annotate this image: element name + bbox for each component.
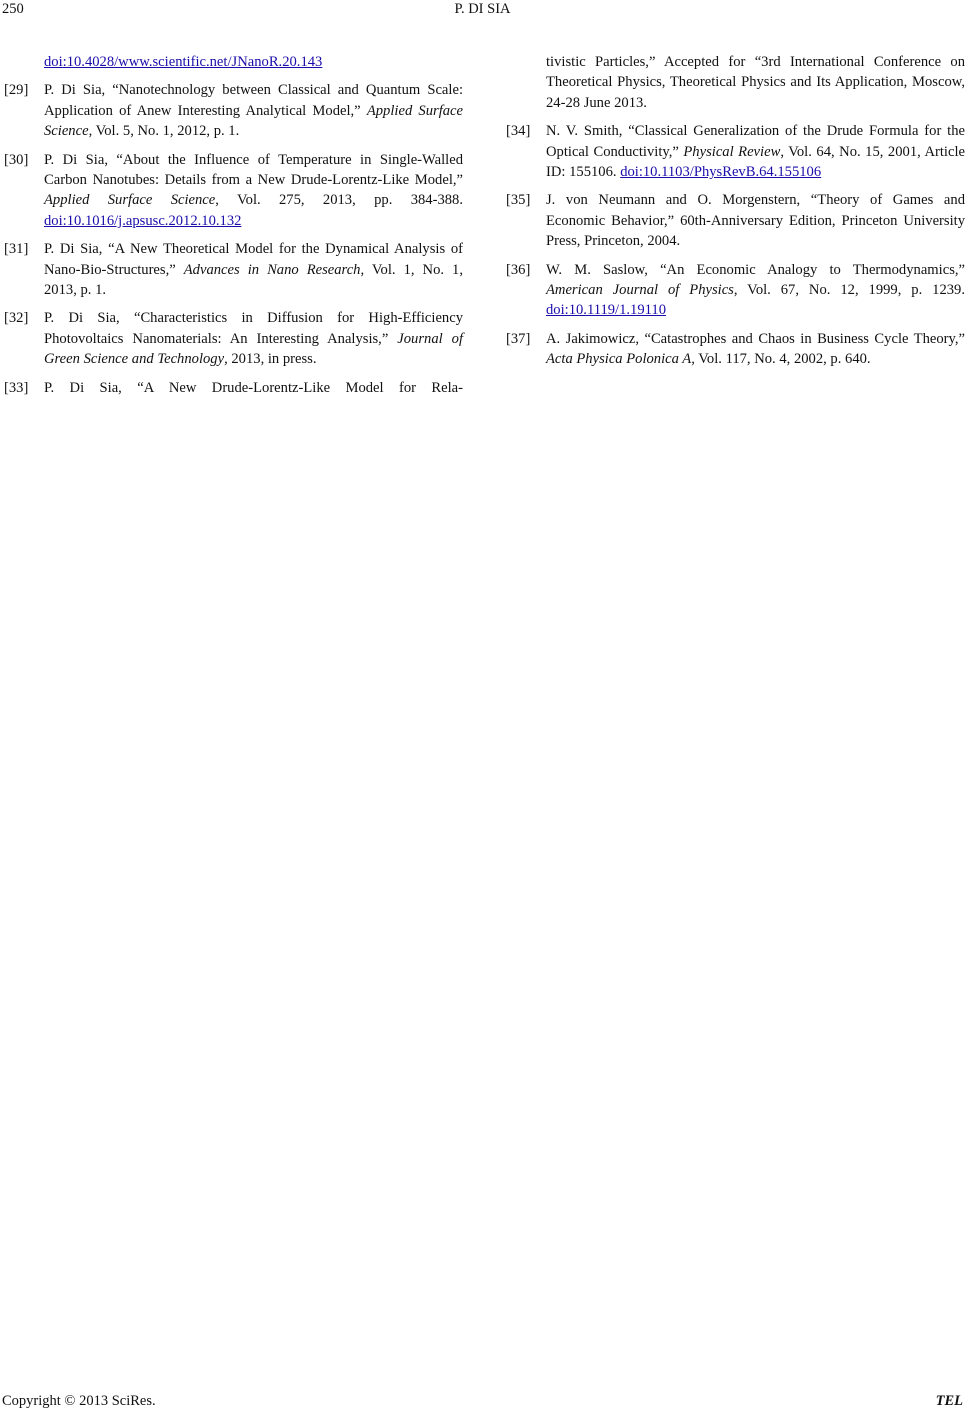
- reference-number: [36]: [506, 261, 531, 278]
- reference-number: [34]: [506, 123, 531, 140]
- page-number: 250: [2, 1, 24, 17]
- reference-number: [29]: [4, 82, 29, 99]
- copyright-notice: Copyright © 2013 SciRes.: [2, 1393, 156, 1409]
- doi-link[interactable]: doi:10.1103/PhysRevB.64.155106: [620, 164, 822, 181]
- reference-authors-title: P. Di Sia, “A New Theoretical Model for the Dynamical Analysis of Nano-Bio-Structures,”: [44, 241, 463, 278]
- reference-number: [37]: [506, 330, 531, 347]
- reference-text: [44, 239, 463, 300]
- reference-number: [31]: [4, 241, 29, 258]
- reference-36: [506, 260, 965, 321]
- reference-authors-title: N. V. Smith, “Classical Generalization of the Drude Formula for the Optical Conductivity,”: [546, 123, 965, 160]
- reference-authors-title: P. Di Sia, “About the Influence of Temperature in Single-Walled Carbon Nanotubes: Details from a New Drude-Lorentz-Like Model,”: [44, 151, 463, 189]
- journal-name: Acta Physica Polonica A: [546, 351, 692, 368]
- reference-authors-title: P. Di Sia, “Characteristics in Diffusion for High-Efficiency Photovoltaics Nanomaterials: An Interesting Analysis,”: [44, 310, 463, 347]
- reference-text: P. Di Sia, “A New Drude-Lorentz-Like Model for Rela-: [44, 379, 463, 396]
- journal-name: Journal of Green Science and Technology: [44, 330, 463, 368]
- reference-details: , 2013, in press.: [224, 351, 317, 368]
- right-column: [506, 52, 965, 378]
- reference-number: [33]: [4, 379, 29, 396]
- reference-details: , Vol. 1, No. 1, 2013, p. 1.: [44, 261, 463, 299]
- reference-text: [546, 260, 965, 321]
- reference-37: [506, 329, 965, 370]
- doi-link[interactable]: doi:10.1016/j.apsusc.2012.10.132: [44, 212, 242, 229]
- doi-link[interactable]: doi:10.1119/1.19110: [546, 302, 666, 319]
- reference-details: , Vol. 275, 2013, pp. 384-388.: [215, 192, 463, 209]
- reference-number: [35]: [506, 192, 531, 209]
- reference-text: [546, 121, 965, 182]
- reference-text: [44, 150, 463, 232]
- reference-number: [32]: [4, 310, 29, 327]
- reference-details: , Vol. 64, No. 15, 2001, Article ID: 155106.: [546, 143, 965, 181]
- doi-link[interactable]: doi:10.4028/www.scientific.net/JNanoR.20.143: [44, 54, 323, 70]
- reference-text: [44, 308, 463, 369]
- reference-authors-title: A. Jakimowicz, “Catastrophes and Chaos in Business Cycle Theory,”: [546, 330, 965, 347]
- reference-details: , Vol. 5, No. 1, 2012, p. 1.: [88, 123, 240, 140]
- journal-abbreviation: TEL: [935, 1393, 963, 1409]
- journal-name: American Journal of Physics: [546, 282, 734, 299]
- left-column: [4, 52, 463, 406]
- reference-details: , Vol. 117, No. 4, 2002, p. 640.: [691, 351, 871, 368]
- reference-32: [4, 308, 463, 369]
- reference-34: [506, 121, 965, 182]
- reference-31: [4, 239, 463, 300]
- reference-text: J. von Neumann and O. Morgenstern, “Theory of Games and Economic Behavior,” 60th-Anniversary Edition, Princeton University Press, Princeton, 2004.: [546, 192, 965, 250]
- reference-authors-title: W. M. Saslow, “An Economic Analogy to Thermodynamics,”: [546, 261, 965, 278]
- journal-name: Physical Review: [683, 143, 781, 160]
- reference-35: [506, 190, 965, 251]
- journal-name: Applied Surface Science: [44, 102, 464, 140]
- reference-number: [30]: [4, 151, 29, 168]
- reference-33: [4, 378, 463, 398]
- reference-details: , Vol. 67, No. 12, 1999, p. 1239.: [733, 282, 965, 299]
- reference-text: [546, 329, 965, 370]
- continued-reference: tivistic Particles,” Accepted for “3rd International Conference on Theoretical Physics, Theoretical Physics and Its Application, Moscow, 24-28 June 2013.: [546, 54, 965, 111]
- reference-text: [44, 80, 463, 141]
- journal-name: Applied Surface Science: [44, 192, 216, 209]
- continued-reference: [4, 52, 463, 72]
- journal-name: Advances in Nano Research: [183, 261, 361, 278]
- reference-29: [4, 80, 463, 141]
- reference-30: [4, 150, 463, 232]
- reference-authors-title: P. Di Sia, “Nanotechnology between Classical and Quantum Scale: Application of Anew Interesting Analytical Model,”: [44, 82, 463, 119]
- running-head: P. DI SIA: [454, 1, 511, 17]
